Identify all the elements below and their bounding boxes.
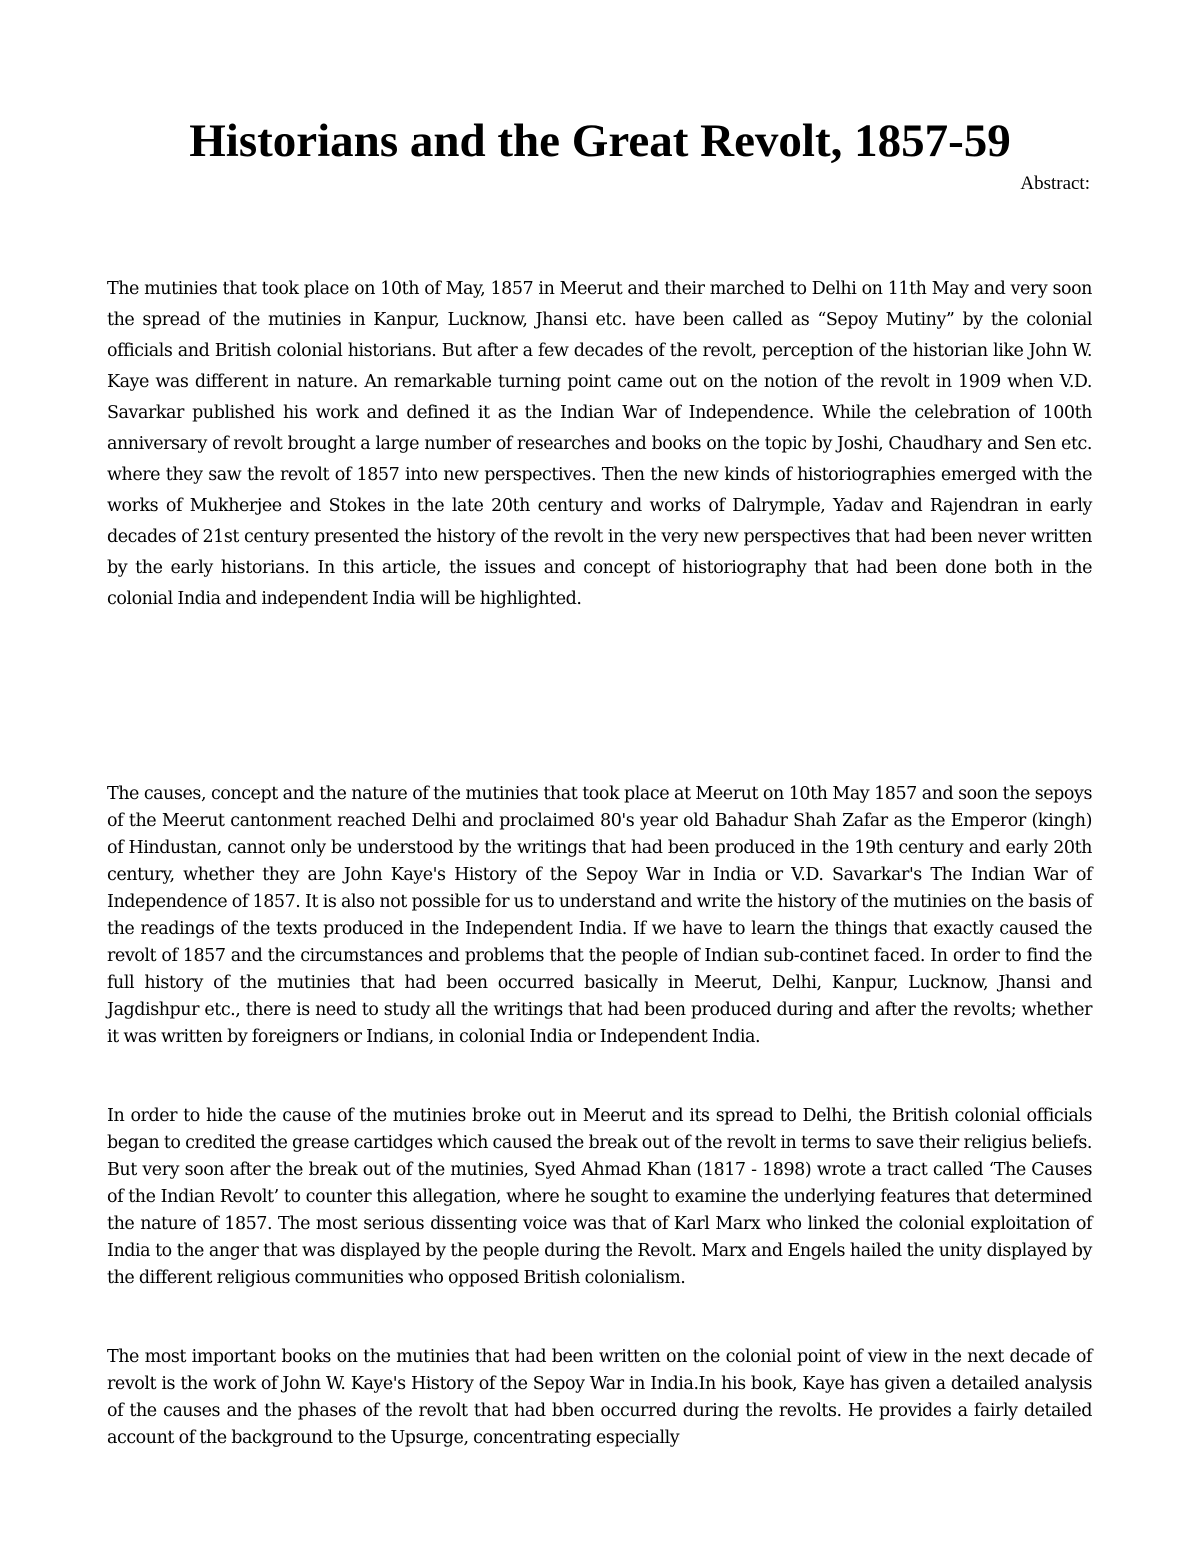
abstract-paragraph: The mutinies that took place on 10th of May, 1857 in Meerut and their marched to Delhi on 11th May and very soon the spread of the mutinies in Kanpur, Lucknow, Jhansi etc. have been called as “Sepoy Mutiny” by the colonial officials and British colonial historians. But after a few decades of the revolt, perception of the historian like John W. Kaye was different in nature. An remarkable turning point came out on the notion of the revolt in 1909 when V.D. Savarkar published his work and defined it as the Indian War of Independence. While the celebration of 100th anniversary of revolt brought a large number of researches and books on the topic by Joshi, Chaudhary and Sen etc. where they saw the revolt of 1857 into new perspectives. Then the new kinds of historiographies emerged with the works of Mukherjee and Stokes in the late 20th century and works of Dalrymple, Yadav and Rajendran in early decades of 21st century presented the history of the revolt in the very new perspectives that had been never written by the early historians. In this article, the issues and concept of historiography that had been done both in the colonial India and independent India will be highlighted. <box>107 279 1092 609</box>
document-title: Historians and the Great Revolt, 1857-59 <box>189 115 1011 167</box>
body-paragraph-2: In order to hide the cause of the mutinies broke out in Meerut and its spread to Delhi, the British colonial officials began to credited the grease cartidges which caused the break out of the revolt in terms to save their religius beliefs. But very soon after the break out of the mutinies, Syed Ahmad Khan (1817 - 1898) wrote a tract called ‘The Causes of the Indian Revolt’ to counter this allegation, where he sought to examine the underlying features that determined the nature of 1857. The most serious dissenting voice was that of Karl Marx who linked the colonial exploitation of India to the anger that was displayed by the people during the Revolt. Marx and Engels hailed the unity displayed by the different religious communities who opposed British colonialism. <box>107 1106 1092 1288</box>
body-paragraph-1: The causes, concept and the nature of the mutinies that took place at Meerut on 10th May 1857 and soon the sepoys of the Meerut cantonment reached Delhi and proclaimed 80's year old Bahadur Shah Zafar as the Emperor (kingh) of Hindustan, cannot only be understood by the writings that had been produced in the 19th century and early 20th century, whether they are John Kaye's History of the Sepoy War in India or V.D. Savarkar's The Indian War of Independence of 1857. It is also not possible for us to understand and write the history of the mutinies on the basis of the readings of the texts produced in the Independent India. If we have to learn the things that exactly caused the revolt of 1857 and the circumstances and problems that the people of Indian sub-continet faced. In order to find the full history of the mutinies that had been occurred basically in Meerut, Delhi, Kanpur, Lucknow, Jhansi and Jagdishpur etc., there is need to study all the writings that had been produced during and after the revolts; whether it was written by foreigners or Indians, in colonial India or Independent India. <box>107 784 1092 1047</box>
abstract-label: Abstract: <box>1020 173 1090 194</box>
body-paragraph-3: The most important books on the mutinies that had been written on the colonial point of view in the next decade of revolt is the work of John W. Kaye's History of the Sepoy War in India.In his book, Kaye has given a detailed analysis of the causes and the phases of the revolt that had bben occurred during the revolts. He provides a fairly detailed account of the background to the Upsurge, concentrating especially <box>107 1347 1092 1448</box>
